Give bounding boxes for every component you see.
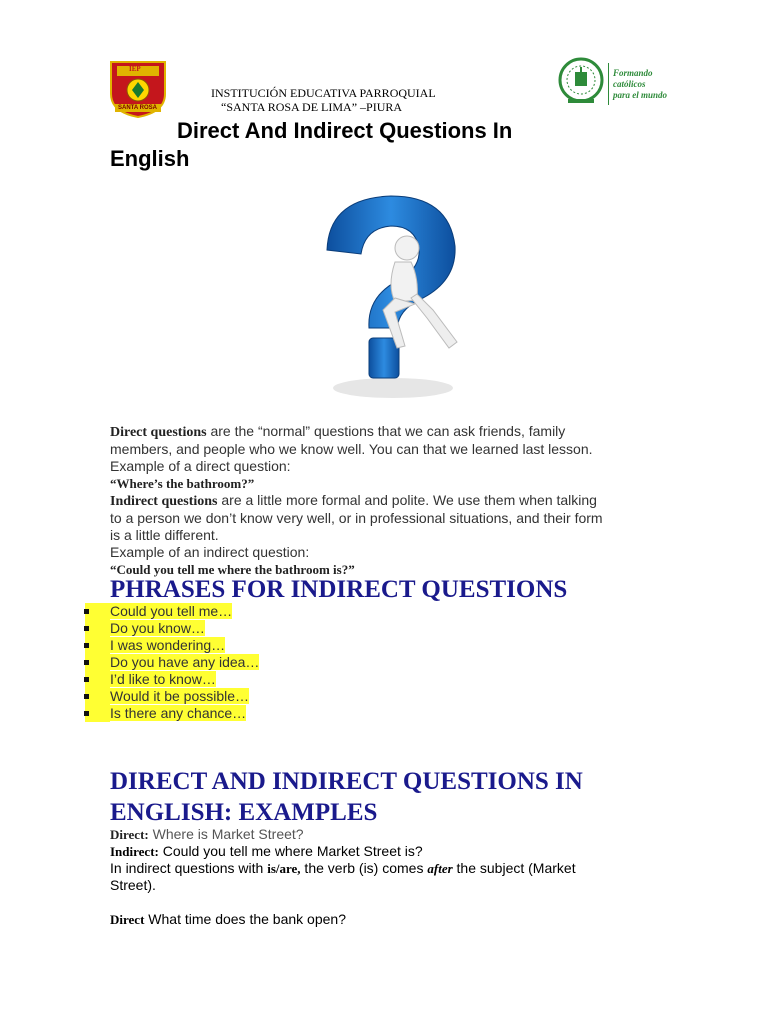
logo-left-caption: SANTA ROSA	[118, 105, 157, 111]
direct-definition-line-2: members, and people who we know well. You can that we learned last lesson.	[110, 441, 593, 457]
direct-example-2	[110, 911, 670, 928]
indirect-question-1: Could you tell me where Market Street is?	[158, 843, 423, 859]
bullet-icon	[84, 609, 89, 614]
indirect-definition-line-2: to a person we don’t know very well, or in professional situations, and their form	[110, 510, 603, 526]
grammar-note-line-2: Street).	[110, 877, 156, 893]
phrase-text: I’d like to know…	[110, 671, 216, 687]
phrase-text: Would it be possible…	[110, 688, 250, 704]
examples-heading-line-2: ENGLISH: EXAMPLES	[110, 799, 378, 826]
school-name: INSTITUCIÓN EDUCATIVA PARROQUIAL	[211, 86, 436, 100]
list-item	[110, 603, 259, 620]
motto-line-2: católicos	[613, 79, 646, 89]
note-text: the subject (Market	[452, 860, 576, 876]
motto-line-3: para el mundo	[613, 90, 668, 100]
note-after: after	[427, 861, 453, 876]
bullet-icon	[84, 694, 89, 699]
page-title-line-2: English	[110, 146, 190, 171]
logo-left-top-text: IEP	[129, 65, 141, 73]
direct-label: Direct:	[110, 827, 149, 842]
phrase-text: Could you tell me…	[110, 603, 233, 619]
direct-question-1: Where is Market Street?	[148, 826, 304, 842]
school-location: “SANTA ROSA DE LIMA” –PIURA	[221, 100, 403, 114]
phrase-text: I was wondering…	[110, 637, 226, 653]
direct-example-1	[110, 826, 670, 843]
phrase-text: Do you know…	[110, 620, 205, 636]
motto-line-1: Formando	[613, 68, 653, 78]
bullet-icon	[84, 626, 89, 631]
indirect-questions-term: Indirect questions	[110, 494, 218, 509]
list-item	[110, 654, 259, 671]
examples-heading-line-1: DIRECT AND INDIRECT QUESTIONS IN	[110, 768, 583, 795]
logo-divider	[608, 63, 609, 105]
direct-label-2: Direct	[110, 912, 145, 927]
bullet-icon	[84, 711, 89, 716]
indirect-definition-text-1: are a little more formal and polite. We use them when talking	[217, 492, 597, 508]
phrases-list	[110, 603, 259, 722]
direct-questions-term: Direct questions	[110, 425, 207, 440]
direct-definition-text-1: are the “normal” questions that we can ask friends, family	[206, 423, 566, 439]
phrases-heading: PHRASES FOR INDIRECT QUESTIONS	[110, 576, 568, 603]
direct-definition-line-1	[110, 423, 670, 441]
indirect-definition-line-3: is a little different.	[110, 527, 219, 543]
question-mark-illustration	[299, 190, 487, 406]
examples-section	[110, 826, 670, 928]
bullet-icon	[84, 643, 89, 648]
list-item	[110, 671, 259, 688]
school-logo-right	[558, 57, 604, 105]
indirect-example-1	[110, 843, 670, 860]
indirect-definition-line-1	[110, 492, 670, 510]
examples-heading	[110, 766, 583, 828]
direct-question-2: What time does the bank open?	[144, 911, 346, 927]
bullet-icon	[84, 660, 89, 665]
note-is-are: is/are,	[267, 861, 301, 876]
page-title-line-1: Direct And Indirect Questions In	[177, 118, 513, 143]
indirect-example: “Could you tell me where the bathroom is?”	[110, 562, 355, 577]
intro-section	[110, 423, 670, 578]
note-text: the verb (is) comes	[300, 860, 428, 876]
list-item	[110, 637, 259, 654]
phrase-text: Is there any chance…	[110, 705, 247, 721]
list-item	[110, 688, 259, 705]
bullet-icon	[84, 677, 89, 682]
phrase-text: Do you have any idea…	[110, 654, 260, 670]
indirect-label: Indirect:	[110, 844, 159, 859]
grammar-note-line-1	[110, 860, 670, 877]
direct-example: “Where’s the bathroom?”	[110, 476, 255, 491]
direct-example-label: Example of a direct question:	[110, 458, 291, 474]
indirect-example-label: Example of an indirect question:	[110, 544, 310, 560]
motto	[613, 68, 667, 101]
note-text: In indirect questions with	[110, 860, 268, 876]
school-logo-left	[109, 60, 167, 118]
list-item	[110, 705, 259, 722]
list-item	[110, 620, 259, 637]
